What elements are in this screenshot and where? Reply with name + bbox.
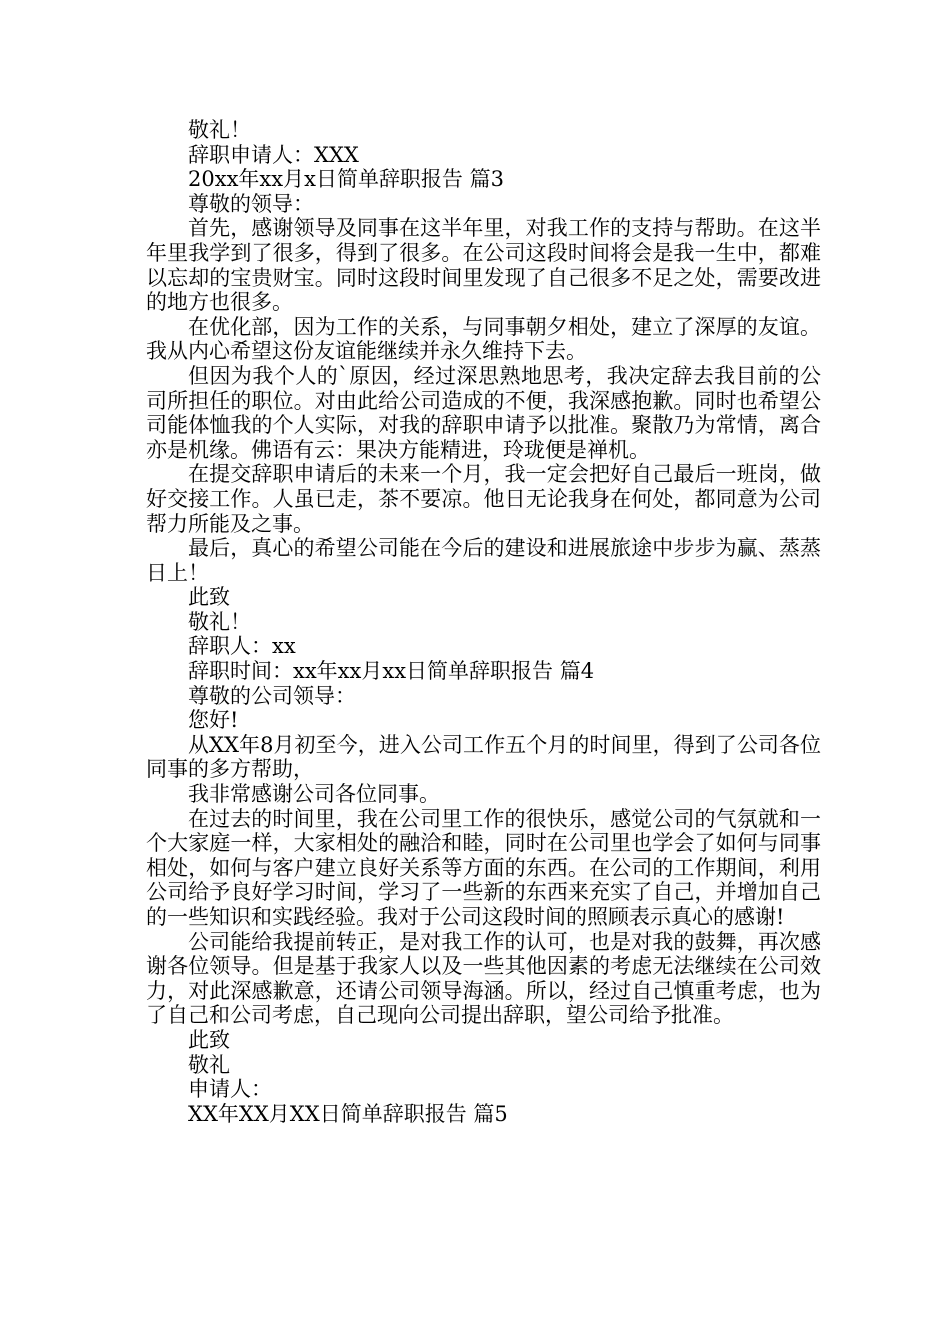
salutation: 尊敬的领导： <box>188 191 314 216</box>
applicant-line: 辞职申请人：XXX <box>188 142 359 167</box>
paragraph: 最后，真心的希望公司能在今后的建设和进展旅途中步步为赢、蒸蒸日上！ <box>146 536 821 585</box>
greeting: 您好! <box>188 708 239 733</box>
section-heading: 20xx年xx月x日简单辞职报告 篇3 <box>188 167 504 192</box>
document-page <box>146 118 821 1126</box>
section-heading: XX年XX月XX日简单辞职报告 篇5 <box>188 1101 508 1126</box>
paragraph: 首先，感谢领导及同事在这半年里，对我工作的支持与帮助。在这半年里我学到了很多，得到了很多。在公司这段时间将会是我一生中，都难以忘却的宝贵财宝。同时这段时间里发现了自己很多不足之处，需要改进的地方也很多。 <box>146 216 821 315</box>
paragraph: 在过去的时间里，我在公司里工作的很快乐，感觉公司的气氛就和一个大家庭一样，大家相处的融洽和睦，同时在公司里也学会了如何与同事相处，如何与客户建立良好关系等方面的东西。在公司的工作期间，利用公司给予良好学习时间，学习了一些新的东西来充实了自己，并增加自己的一些知识和实践经验。我对于公司这段时间的照顾表示真心的感谢! <box>146 806 821 929</box>
paragraph: 我非常感谢公司各位同事。 <box>188 782 440 807</box>
signature-line: 辞职人：xx <box>188 634 296 659</box>
closing-line: 此致 <box>188 585 230 610</box>
paragraph: 在提交辞职申请后的未来一个月，我一定会把好自己最后一班岗，做好交接工作。人虽已走，茶不要凉。他日无论我身在何处，都同意为公司帮力所能及之事。 <box>146 462 821 536</box>
paragraph: 但因为我个人的`原因，经过深思熟地思考，我决定辞去我目前的公司所担任的职位。对由此给公司造成的不便，我深感抱歉。同时也希望公司能体恤我的个人实际，对我的辞职申请予以批准。聚散乃为常情，离合亦是机缘。佛语有云：果决方能精进，玲珑便是禅机。 <box>146 363 821 462</box>
closing-salute: 敬礼！ <box>188 609 251 634</box>
salutation: 尊敬的公司领导： <box>188 683 356 708</box>
closing-salute: 敬礼 <box>188 1052 230 1077</box>
closing-line: 此致 <box>188 1027 230 1052</box>
paragraph: 公司能给我提前转正，是对我工作的认可，也是对我的鼓舞，再次感谢各位领导。但是基于我家人以及一些其他因素的考虑无法继续在公司效力，对此深感歉意，还请公司领导海涵。所以，经过自己慎重考虑，也为了自己和公司考虑，自己现向公司提出辞职，望公司给予批准。 <box>146 929 821 1028</box>
paragraph: 在优化部，因为工作的关系，与同事朝夕相处，建立了深厚的友谊。我从内心希望这份友谊能继续并永久维持下去。 <box>146 314 821 364</box>
closing-salute: 敬礼！ <box>188 118 251 142</box>
date-heading-line: 辞职时间：xx年xx月xx日简单辞职报告 篇4 <box>188 659 595 684</box>
paragraph: 从XX年8月初至今，进入公司工作五个月的时间里，得到了公司各位同事的多方帮助， <box>146 732 821 782</box>
applicant-line: 申请人： <box>188 1077 272 1102</box>
